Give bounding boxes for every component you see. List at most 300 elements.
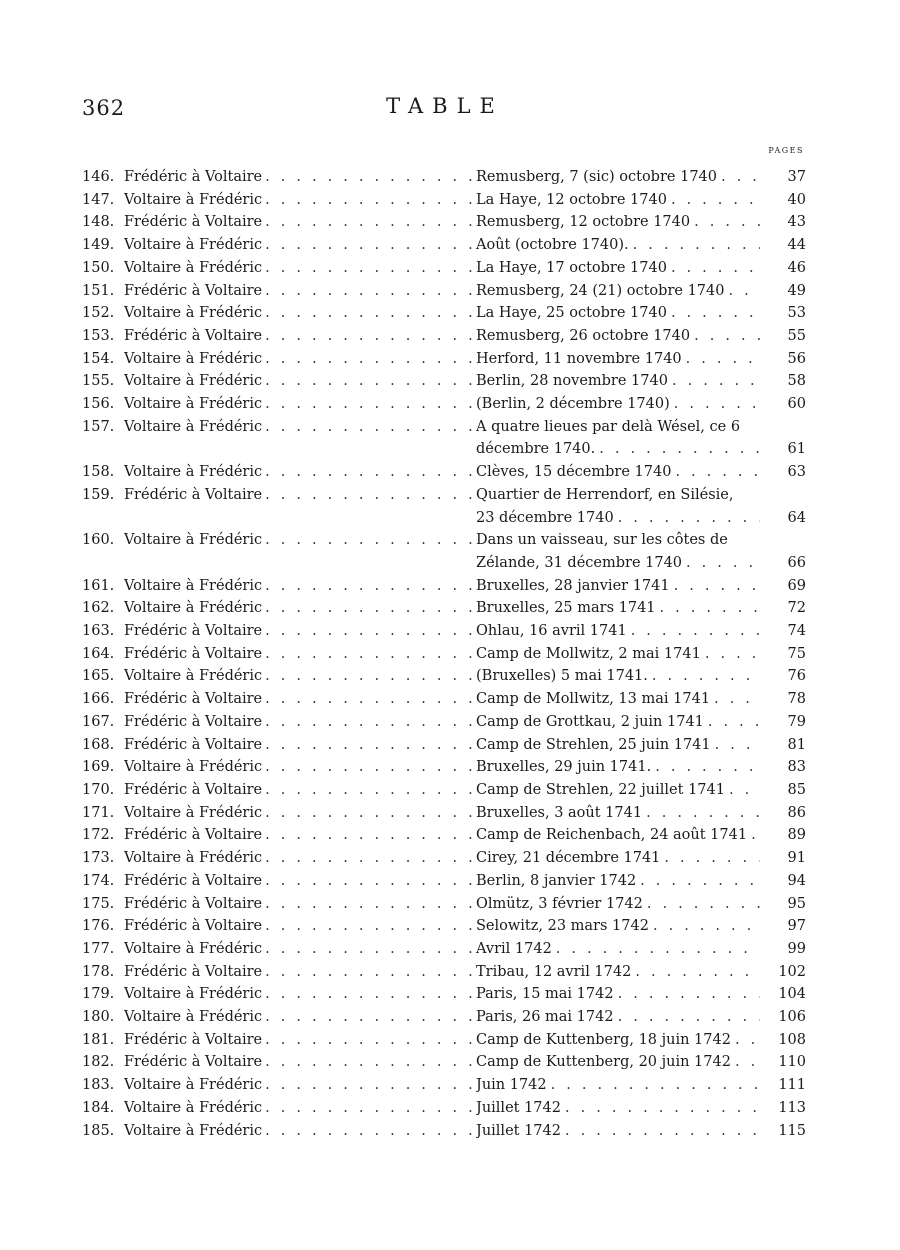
entry-number: 168. xyxy=(82,736,115,753)
leader-dots xyxy=(735,1051,760,1074)
page-reference: 97 xyxy=(787,918,806,935)
entry-number: 175. xyxy=(82,895,115,912)
place-date-line xyxy=(476,1029,760,1052)
correspondents: Voltaire à Frédéric xyxy=(124,1122,263,1139)
page-reference: 60 xyxy=(787,396,806,413)
place-date-line xyxy=(476,552,760,575)
leader-dots xyxy=(715,734,760,757)
place-date-text: Ohlau, 16 avril 1741 xyxy=(476,623,627,640)
place-date-text: Camp de Strehlen, 22 juillet 1741 xyxy=(476,781,725,798)
leader-dots xyxy=(728,280,760,303)
page-reference: 115 xyxy=(778,1122,806,1139)
entry-number: 179. xyxy=(82,986,115,1003)
leader-dots xyxy=(618,507,760,530)
entry-number: 155. xyxy=(82,373,115,390)
place-date-text: Juillet 1742 xyxy=(476,1099,561,1116)
page-reference: 79 xyxy=(787,713,806,730)
toc-entry xyxy=(82,1006,806,1029)
correspondents-cell xyxy=(124,802,476,825)
place-date-line xyxy=(476,847,760,870)
correspondents-cell xyxy=(124,734,476,757)
leader-dots xyxy=(647,893,760,916)
leader-dots xyxy=(631,620,760,643)
entry-number: 157. xyxy=(82,418,115,435)
place-date-cell xyxy=(476,802,760,825)
page-reference: 85 xyxy=(787,781,806,798)
leader-dots xyxy=(265,779,476,802)
place-date-cell xyxy=(476,711,760,734)
place-date-text: 23 décembre 1740 xyxy=(476,509,614,526)
place-date-cell xyxy=(476,211,760,234)
leader-dots xyxy=(265,1006,476,1029)
leader-dots xyxy=(635,961,760,984)
toc-entry xyxy=(82,643,806,666)
toc-entry xyxy=(82,1029,806,1052)
leader-dots xyxy=(652,665,760,688)
place-date-line xyxy=(476,1120,760,1143)
place-date-cell xyxy=(476,1051,760,1074)
correspondents: Voltaire à Frédéric xyxy=(124,1099,263,1116)
correspondents-cell xyxy=(124,575,476,598)
place-date-line xyxy=(476,1097,760,1120)
correspondents: Frédéric à Voltaire xyxy=(124,872,263,889)
leader-dots xyxy=(265,915,476,938)
entry-number: 158. xyxy=(82,464,115,481)
place-date-text: Camp de Kuttenberg, 18 juin 1742 xyxy=(476,1031,731,1048)
leader-dots xyxy=(674,575,760,598)
place-date-text: Camp de Reichenbach, 24 août 1741 xyxy=(476,827,748,844)
place-date-cell xyxy=(476,1074,760,1097)
correspondents: Voltaire à Frédéric xyxy=(124,418,263,435)
place-date-text: A quatre lieues par delà Wésel, ce 6 xyxy=(476,418,741,435)
place-date-cell xyxy=(476,915,760,938)
place-date-line xyxy=(476,461,760,484)
leader-dots xyxy=(265,756,476,779)
place-date-text: Tribau, 12 avril 1742 xyxy=(476,963,632,980)
place-date-cell xyxy=(476,1006,760,1029)
correspondents: Voltaire à Frédéric xyxy=(124,305,263,322)
page-reference: 83 xyxy=(787,759,806,776)
leader-dots xyxy=(618,983,760,1006)
leader-dots xyxy=(265,575,476,598)
place-date-line xyxy=(476,824,760,847)
place-date-line xyxy=(476,189,760,212)
correspondents: Frédéric à Voltaire xyxy=(124,486,263,503)
entry-number: 147. xyxy=(82,191,115,208)
toc-entry xyxy=(82,211,806,234)
place-date-text: Bruxelles, 28 janvier 1741 xyxy=(476,577,670,594)
entry-number: 184. xyxy=(82,1099,115,1116)
toc-entry xyxy=(82,938,806,961)
place-date-cell xyxy=(476,983,760,1006)
page-reference: 63 xyxy=(787,464,806,481)
place-date-line xyxy=(476,597,760,620)
correspondents-cell xyxy=(124,280,476,303)
leader-dots xyxy=(729,779,760,802)
correspondents: Voltaire à Frédéric xyxy=(124,668,263,685)
page-reference: 111 xyxy=(778,1077,806,1094)
page-reference: 78 xyxy=(787,691,806,708)
leader-dots xyxy=(265,484,476,507)
leader-dots xyxy=(265,325,476,348)
place-date-cell xyxy=(476,847,760,870)
correspondents: Voltaire à Frédéric xyxy=(124,350,263,367)
place-date-line xyxy=(476,961,760,984)
toc-entry xyxy=(82,847,806,870)
place-date-text: Selowitz, 23 mars 1742 xyxy=(476,918,649,935)
page-reference: 58 xyxy=(787,373,806,390)
leader-dots xyxy=(265,461,476,484)
toc-entry xyxy=(82,416,806,461)
entry-number: 169. xyxy=(82,759,115,776)
correspondents: Voltaire à Frédéric xyxy=(124,532,263,549)
place-date-cell xyxy=(476,756,760,779)
correspondents: Voltaire à Frédéric xyxy=(124,464,263,481)
entry-number: 166. xyxy=(82,691,115,708)
correspondents-cell xyxy=(124,166,476,189)
place-date-line xyxy=(476,438,760,461)
page-reference: 86 xyxy=(787,804,806,821)
entry-number: 177. xyxy=(82,940,115,957)
table-of-contents xyxy=(82,166,806,1142)
correspondents-cell xyxy=(124,484,476,507)
toc-entry xyxy=(82,529,806,574)
correspondents: Voltaire à Frédéric xyxy=(124,1009,263,1026)
entry-number: 164. xyxy=(82,645,115,662)
leader-dots xyxy=(265,893,476,916)
toc-entry xyxy=(82,1074,806,1097)
correspondents-cell xyxy=(124,1097,476,1120)
correspondents-cell xyxy=(124,620,476,643)
correspondents-cell xyxy=(124,1120,476,1143)
page-title: TABLE xyxy=(386,94,504,118)
entry-number: 150. xyxy=(82,259,115,276)
page-reference: 66 xyxy=(787,554,806,571)
leader-dots xyxy=(265,870,476,893)
entry-number: 180. xyxy=(82,1009,115,1026)
correspondents: Frédéric à Voltaire xyxy=(124,1054,263,1071)
place-date-cell xyxy=(476,370,760,393)
place-date-line xyxy=(476,802,760,825)
place-date-line xyxy=(476,370,760,393)
correspondents-cell xyxy=(124,779,476,802)
place-date-text: Herford, 11 novembre 1740 xyxy=(476,350,682,367)
place-date-text: La Haye, 12 octobre 1740 xyxy=(476,191,667,208)
place-date-cell xyxy=(476,643,760,666)
toc-entry xyxy=(82,575,806,598)
leader-dots xyxy=(551,1074,760,1097)
place-date-cell xyxy=(476,597,760,620)
entry-number: 181. xyxy=(82,1031,115,1048)
place-date-line xyxy=(476,325,760,348)
correspondents-cell xyxy=(124,1074,476,1097)
correspondents-cell xyxy=(124,711,476,734)
entry-number: 170. xyxy=(82,781,115,798)
correspondents-cell xyxy=(124,643,476,666)
leader-dots xyxy=(265,348,476,371)
place-date-line xyxy=(476,620,760,643)
toc-entry xyxy=(82,870,806,893)
leader-dots xyxy=(655,756,760,779)
page-reference: 74 xyxy=(787,623,806,640)
page-reference: 53 xyxy=(787,305,806,322)
correspondents: Frédéric à Voltaire xyxy=(124,282,263,299)
leader-dots xyxy=(714,688,760,711)
leader-dots xyxy=(265,938,476,961)
correspondents-cell xyxy=(124,529,476,552)
place-date-cell xyxy=(476,779,760,802)
place-date-line xyxy=(476,870,760,893)
leader-dots xyxy=(694,211,760,234)
place-date-cell xyxy=(476,166,760,189)
leader-dots xyxy=(640,870,760,893)
correspondents: Voltaire à Frédéric xyxy=(124,804,263,821)
place-date-text: Dans un vaisseau, sur les côtes de xyxy=(476,532,728,549)
leader-dots xyxy=(751,824,760,847)
entry-number: 161. xyxy=(82,577,115,594)
leader-dots xyxy=(565,1097,760,1120)
page-reference: 49 xyxy=(787,282,806,299)
place-date-line xyxy=(476,711,760,734)
page-reference: 81 xyxy=(787,736,806,753)
place-date-text: Berlin, 8 janvier 1742 xyxy=(476,872,637,889)
place-date-cell xyxy=(476,484,760,529)
place-date-line xyxy=(476,348,760,371)
toc-entry xyxy=(82,688,806,711)
leader-dots xyxy=(633,234,760,257)
correspondents: Voltaire à Frédéric xyxy=(124,759,263,776)
leader-dots xyxy=(646,802,760,825)
entry-number: 165. xyxy=(82,668,115,685)
entry-number: 182. xyxy=(82,1054,115,1071)
toc-entry xyxy=(82,484,806,529)
place-date-text: Camp de Mollwitz, 2 mai 1741 xyxy=(476,645,701,662)
correspondents: Voltaire à Frédéric xyxy=(124,237,263,254)
correspondents-cell xyxy=(124,688,476,711)
place-date-text: Camp de Grottkau, 2 juin 1741 xyxy=(476,713,704,730)
leader-dots xyxy=(674,393,760,416)
leader-dots xyxy=(265,393,476,416)
entry-number: 167. xyxy=(82,713,115,730)
place-date-cell xyxy=(476,870,760,893)
leader-dots xyxy=(686,348,760,371)
toc-entry xyxy=(82,961,806,984)
correspondents-cell xyxy=(124,234,476,257)
place-date-cell xyxy=(476,257,760,280)
entry-number: 154. xyxy=(82,350,115,367)
entry-number: 156. xyxy=(82,396,115,413)
leader-dots xyxy=(735,1029,760,1052)
place-date-cell xyxy=(476,575,760,598)
correspondents-cell xyxy=(124,1029,476,1052)
leader-dots xyxy=(660,597,760,620)
page-reference: 89 xyxy=(787,827,806,844)
leader-dots xyxy=(705,643,760,666)
correspondents: Frédéric à Voltaire xyxy=(124,713,263,730)
leader-dots xyxy=(265,529,476,552)
leader-dots xyxy=(265,1051,476,1074)
place-date-cell xyxy=(476,824,760,847)
correspondents-cell xyxy=(124,370,476,393)
correspondents: Frédéric à Voltaire xyxy=(124,691,263,708)
entry-number: 183. xyxy=(82,1077,115,1094)
correspondents-cell xyxy=(124,938,476,961)
place-date-text: Cirey, 21 décembre 1741 xyxy=(476,850,661,867)
place-date-text: Remusberg, 26 octobre 1740 xyxy=(476,327,691,344)
page-reference: 76 xyxy=(787,668,806,685)
page-reference: 94 xyxy=(787,872,806,889)
correspondents-cell xyxy=(124,870,476,893)
place-date-text: Camp de Strehlen, 25 juin 1741 xyxy=(476,736,711,753)
leader-dots xyxy=(565,1120,760,1143)
correspondents: Frédéric à Voltaire xyxy=(124,214,263,231)
correspondents-cell xyxy=(124,211,476,234)
place-date-line xyxy=(476,938,760,961)
toc-entry xyxy=(82,802,806,825)
entry-number: 176. xyxy=(82,918,115,935)
place-date-line xyxy=(476,166,760,189)
place-date-cell xyxy=(476,1120,760,1143)
toc-entry xyxy=(82,711,806,734)
place-date-cell xyxy=(476,665,760,688)
place-date-line xyxy=(476,280,760,303)
toc-entry xyxy=(82,597,806,620)
place-date-line xyxy=(476,688,760,711)
entry-number: 148. xyxy=(82,214,115,231)
leader-dots xyxy=(618,1006,760,1029)
toc-entry xyxy=(82,779,806,802)
place-date-text: Clèves, 15 décembre 1740 xyxy=(476,464,672,481)
leader-dots xyxy=(265,824,476,847)
place-date-cell xyxy=(476,348,760,371)
place-date-cell xyxy=(476,234,760,257)
leader-dots xyxy=(721,166,760,189)
toc-entry xyxy=(82,1051,806,1074)
place-date-line xyxy=(476,779,760,802)
place-date-line xyxy=(476,1051,760,1074)
leader-dots xyxy=(686,552,760,575)
place-date-line xyxy=(476,575,760,598)
leader-dots xyxy=(265,711,476,734)
toc-entry xyxy=(82,665,806,688)
correspondents: Voltaire à Frédéric xyxy=(124,577,263,594)
correspondents: Frédéric à Voltaire xyxy=(124,327,263,344)
place-date-text: Berlin, 28 novembre 1740 xyxy=(476,373,668,390)
place-date-text: Bruxelles, 3 août 1741 xyxy=(476,804,643,821)
place-date-text: Juin 1742 xyxy=(476,1077,547,1094)
toc-entry xyxy=(82,824,806,847)
place-date-cell xyxy=(476,461,760,484)
leader-dots xyxy=(265,302,476,325)
place-date-line xyxy=(476,665,760,688)
place-date-line xyxy=(476,529,760,552)
place-date-text: Remusberg, 24 (21) octobre 1740 xyxy=(476,282,725,299)
correspondents: Voltaire à Frédéric xyxy=(124,940,263,957)
leader-dots xyxy=(265,734,476,757)
page-reference: 102 xyxy=(778,963,806,980)
page-reference: 72 xyxy=(787,600,806,617)
leader-dots xyxy=(265,166,476,189)
page-reference: 40 xyxy=(787,191,806,208)
entry-number: 178. xyxy=(82,963,115,980)
leader-dots xyxy=(265,280,476,303)
place-date-cell xyxy=(476,189,760,212)
place-date-text: Bruxelles, 25 mars 1741 xyxy=(476,600,656,617)
place-date-text: (Berlin, 2 décembre 1740) xyxy=(476,396,670,413)
place-date-cell xyxy=(476,1029,760,1052)
correspondents-cell xyxy=(124,893,476,916)
toc-entry xyxy=(82,189,806,212)
place-date-text: Juillet 1742 xyxy=(476,1122,561,1139)
correspondents-cell xyxy=(124,756,476,779)
page-reference: 99 xyxy=(787,940,806,957)
place-date-line xyxy=(476,507,760,530)
correspondents-cell xyxy=(124,1006,476,1029)
correspondents: Voltaire à Frédéric xyxy=(124,850,263,867)
place-date-line xyxy=(476,234,760,257)
leader-dots xyxy=(265,1029,476,1052)
place-date-line xyxy=(476,893,760,916)
toc-entry xyxy=(82,234,806,257)
page-reference: 75 xyxy=(787,645,806,662)
correspondents: Frédéric à Voltaire xyxy=(124,895,263,912)
correspondents-cell xyxy=(124,393,476,416)
correspondents-cell xyxy=(124,983,476,1006)
correspondents: Frédéric à Voltaire xyxy=(124,781,263,798)
page-reference: 46 xyxy=(787,259,806,276)
toc-entry xyxy=(82,893,806,916)
place-date-text: Paris, 26 mai 1742 xyxy=(476,1009,614,1026)
correspondents: Voltaire à Frédéric xyxy=(124,373,263,390)
entry-number: 149. xyxy=(82,237,115,254)
correspondents-cell xyxy=(124,325,476,348)
place-date-text: Camp de Kuttenberg, 20 juin 1742 xyxy=(476,1054,731,1071)
place-date-text: Bruxelles, 29 juin 1741. xyxy=(476,759,652,776)
leader-dots xyxy=(265,1074,476,1097)
toc-entry xyxy=(82,348,806,371)
page-reference: 56 xyxy=(787,350,806,367)
correspondents-cell xyxy=(124,665,476,688)
correspondents: Frédéric à Voltaire xyxy=(124,1031,263,1048)
leader-dots xyxy=(708,711,760,734)
leader-dots xyxy=(671,257,760,280)
correspondents-cell xyxy=(124,416,476,439)
place-date-text: La Haye, 17 octobre 1740 xyxy=(476,259,667,276)
place-date-line xyxy=(476,915,760,938)
correspondents: Voltaire à Frédéric xyxy=(124,396,263,413)
place-date-text: Paris, 15 mai 1742 xyxy=(476,986,614,1003)
leader-dots xyxy=(265,234,476,257)
place-date-line xyxy=(476,643,760,666)
leader-dots xyxy=(675,461,760,484)
entry-number: 174. xyxy=(82,872,115,889)
correspondents-cell xyxy=(124,597,476,620)
leader-dots xyxy=(265,688,476,711)
toc-entry xyxy=(82,983,806,1006)
correspondents-cell xyxy=(124,1051,476,1074)
leader-dots xyxy=(265,1120,476,1143)
leader-dots xyxy=(265,257,476,280)
leader-dots xyxy=(265,1097,476,1120)
toc-entry xyxy=(82,302,806,325)
toc-entry xyxy=(82,620,806,643)
place-date-cell xyxy=(476,620,760,643)
toc-entry xyxy=(82,734,806,757)
leader-dots xyxy=(265,665,476,688)
page-reference: 43 xyxy=(787,214,806,231)
place-date-text: La Haye, 25 octobre 1740 xyxy=(476,305,667,322)
page-reference: 37 xyxy=(787,169,806,185)
